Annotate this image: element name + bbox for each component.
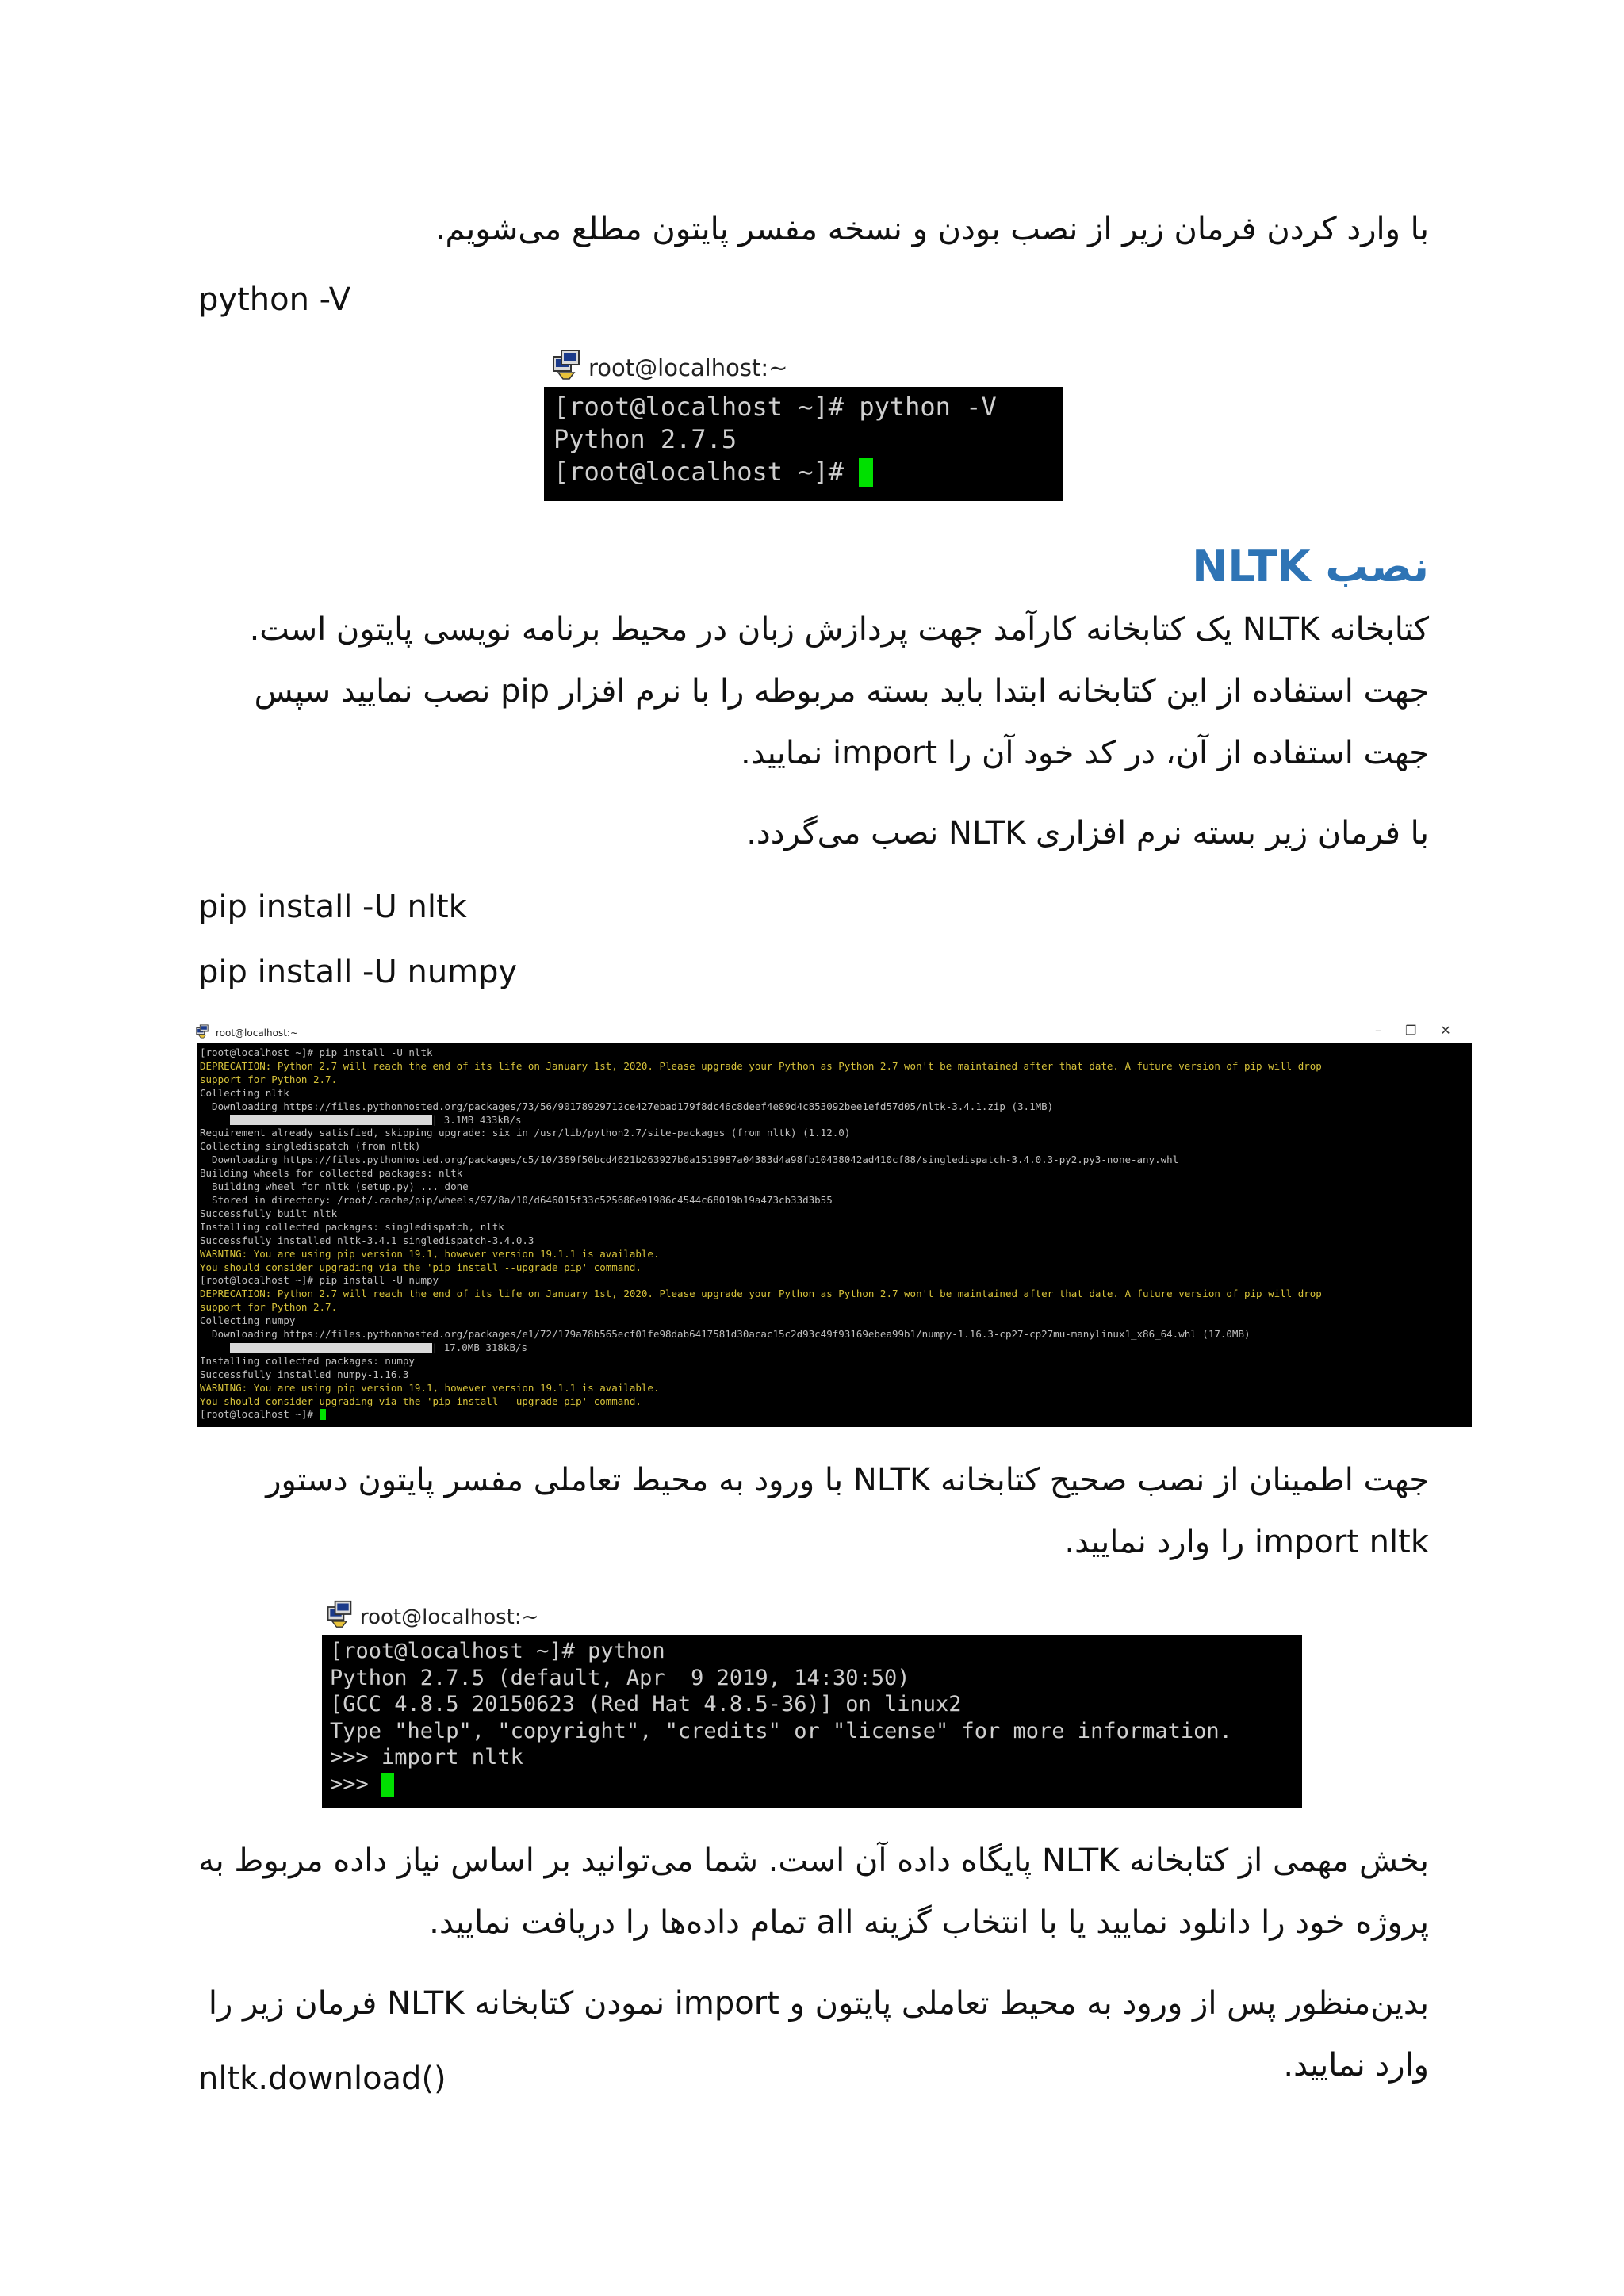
terminal-line: Collecting singledispatch (from nltk) [200, 1140, 421, 1153]
terminal1-output [544, 387, 1063, 501]
verify-paragraph: جهت اطمینان از نصب صحیح کتابخانه NLTK با ورود به محیط تعاملی مفسر پایتون دستور import nltk را وارد نمایید. [266, 1462, 1429, 1560]
terminal-line: support for Python 2.7. [200, 1301, 338, 1314]
terminal-line: [root@localhost ~]# pip install -U numpy [200, 1274, 439, 1287]
putty-icon [195, 1024, 209, 1041]
terminal-line: Type "help", "copyright", "credits" or "license" for more information. [330, 1718, 1232, 1743]
terminal-line: >>> import nltk [330, 1745, 523, 1770]
cmd-download: nltk.download() [198, 2061, 446, 2097]
terminal3-output [322, 1635, 1302, 1808]
terminal-line: Requirement already satisfied, skipping upgrade: six in /usr/lib/python2.7/site-packages (from nltk) (1.12.0) [200, 1127, 851, 1139]
restore-button[interactable]: ❐ [1405, 1023, 1417, 1038]
cmd-python-version: python -V [198, 281, 351, 318]
terminal-line: | 17.0MB 318kB/s [200, 1341, 1469, 1355]
terminal-line: support for Python 2.7. [200, 1073, 338, 1085]
terminal-line: [root@localhost ~]# [200, 1408, 1469, 1422]
cursor [320, 1409, 326, 1420]
cursor [381, 1773, 394, 1797]
terminal1-titlebar [550, 349, 787, 386]
terminal-line: DEPRECATION: Python 2.7 will reach the end of its life on January 1st, 2020. Please upgrade your Python as Python 2.7 won't be maintained after that date. A future version of pip will drop [200, 1059, 1322, 1072]
download-paragraph: بدین‌منظور پس از ورود به محیط تعاملی پایتون و import نمودن کتابخانه NLTK فرمان زیر را وارد نمایید. [208, 1985, 1429, 2084]
cursor [859, 458, 873, 487]
terminal-line: You should consider upgrading via the 'pip install --upgrade pip' command. [200, 1261, 642, 1273]
terminal-line: [root@localhost ~]# python [330, 1639, 665, 1663]
minimize-button[interactable]: – [1375, 1023, 1381, 1038]
terminal3-title: root@localhost:~ [360, 1605, 539, 1629]
terminal-line: WARNING: You are using pip version 19.1, however version 19.1.1 is available. [200, 1381, 660, 1394]
install-paragraph: با فرمان زیر بسته نرم افزاری NLTK نصب می‌گردد. [746, 815, 1429, 851]
terminal-line: Successfully installed nltk-3.4.1 singledispatch-3.4.0.3 [200, 1234, 534, 1246]
terminal2-title: root@localhost:~ [216, 1027, 299, 1039]
close-button[interactable]: ✕ [1440, 1023, 1451, 1038]
cmd-pip-nltk: pip install -U nltk [198, 889, 467, 925]
download-progress-bar [230, 1343, 432, 1353]
terminal-line: [root@localhost ~]# [553, 456, 1053, 488]
nltk-paragraph: کتابخانه NLTK یک کتابخانه کارآمد جهت پردازش زبان در محیط برنامه نویسی پایتون است. جهت استفاده از این کتابخانه ابتدا باید بسته مربوطه را با نرم افزار pip نصب نمایید سپس جهت استفاده از آن، در کد خود آن را import نمایید. [249, 611, 1429, 771]
terminal2-output [197, 1043, 1472, 1427]
terminal-line: Stored in directory: /root/.cache/pip/wheels/97/8a/10/d646015f33c525688e91986c4544c68019b19a473cb33d3b55 [200, 1193, 833, 1206]
terminal-line: Collecting nltk [200, 1086, 289, 1099]
putty-icon [325, 1600, 354, 1634]
terminal-line: Python 2.7.5 (default, Apr 9 2019, 14:30:50) [330, 1665, 910, 1690]
terminal-line: >>> [330, 1771, 1294, 1798]
terminal-line: DEPRECATION: Python 2.7 will reach the end of its life on January 1st, 2020. Please upgrade your Python as Python 2.7 won't be maintained after that date. A future version of pip will drop [200, 1288, 1322, 1300]
terminal-line: WARNING: You are using pip version 19.1, however version 19.1.1 is available. [200, 1247, 660, 1260]
terminal2-titlebar [195, 1024, 298, 1041]
terminal-line: [GCC 4.8.5 20150623 (Red Hat 4.8.5-36)] on linux2 [330, 1692, 962, 1716]
terminal-line: [root@localhost ~]# python -V [553, 392, 997, 422]
terminal-line: Successfully installed numpy-1.16.3 [200, 1368, 409, 1380]
terminal-line: Downloading https://files.pythonhosted.org/packages/c5/10/369f50bcd4621b263927b0a1519987a04383d4a98fb10438042ad410cf88/singledispatch-3.4.0.3-py2.py3-none-any.whl [200, 1154, 1179, 1166]
terminal-line: Collecting numpy [200, 1314, 296, 1327]
terminal2-window-controls [1375, 1023, 1451, 1038]
putty-icon [550, 349, 582, 386]
intro-paragraph: با وارد کردن فرمان زیر از نصب بودن و نسخه مفسر پایتون مطلع می‌شویم. [435, 211, 1429, 247]
terminal-line: Downloading https://files.pythonhosted.org/packages/73/56/90178929712ce427ebad179f8dc46c8deef4e89d4c853092bee1efd57d05/nltk-3.4.1.zip (3.1MB) [200, 1100, 1054, 1112]
data-paragraph: بخش مهمی از کتابخانه NLTK پایگاه داده آن است. شما می‌توانید بر اساس نیاز داده مربوط به پروژه خود را دانلود نمایید یا با انتخاب گزینه all تمام داده‌ها را دریافت نمایید. [198, 1843, 1429, 1941]
terminal-line: Downloading https://files.pythonhosted.org/packages/e1/72/179a78b565ecf01fe98dab6417581d30acac15c2d93c49f93169ebea99b1/numpy-1.16.3-cp27-cp27mu-manylinux1_x86_64.whl (17.0MB) [200, 1328, 1251, 1341]
terminal-line: Building wheels for collected packages: nltk [200, 1167, 463, 1180]
terminal3-titlebar [325, 1600, 538, 1634]
terminal-line: | 3.1MB 433kB/s [200, 1114, 1469, 1127]
heading-install-nltk: نصب NLTK [1192, 541, 1429, 591]
download-progress-bar [230, 1115, 432, 1125]
terminal-line: Installing collected packages: singledispatch, nltk [200, 1220, 504, 1233]
cmd-pip-numpy: pip install -U numpy [198, 954, 518, 990]
terminal-line: Installing collected packages: numpy [200, 1354, 415, 1367]
terminal-line: [root@localhost ~]# pip install -U nltk [200, 1047, 433, 1058]
terminal-line: Python 2.7.5 [553, 424, 737, 454]
terminal-line: Successfully built nltk [200, 1207, 338, 1219]
terminal1-title: root@localhost:~ [588, 354, 788, 381]
terminal-line: Building wheel for nltk (setup.py) ... done [200, 1181, 469, 1193]
terminal-line: You should consider upgrading via the 'pip install --upgrade pip' command. [200, 1395, 642, 1407]
